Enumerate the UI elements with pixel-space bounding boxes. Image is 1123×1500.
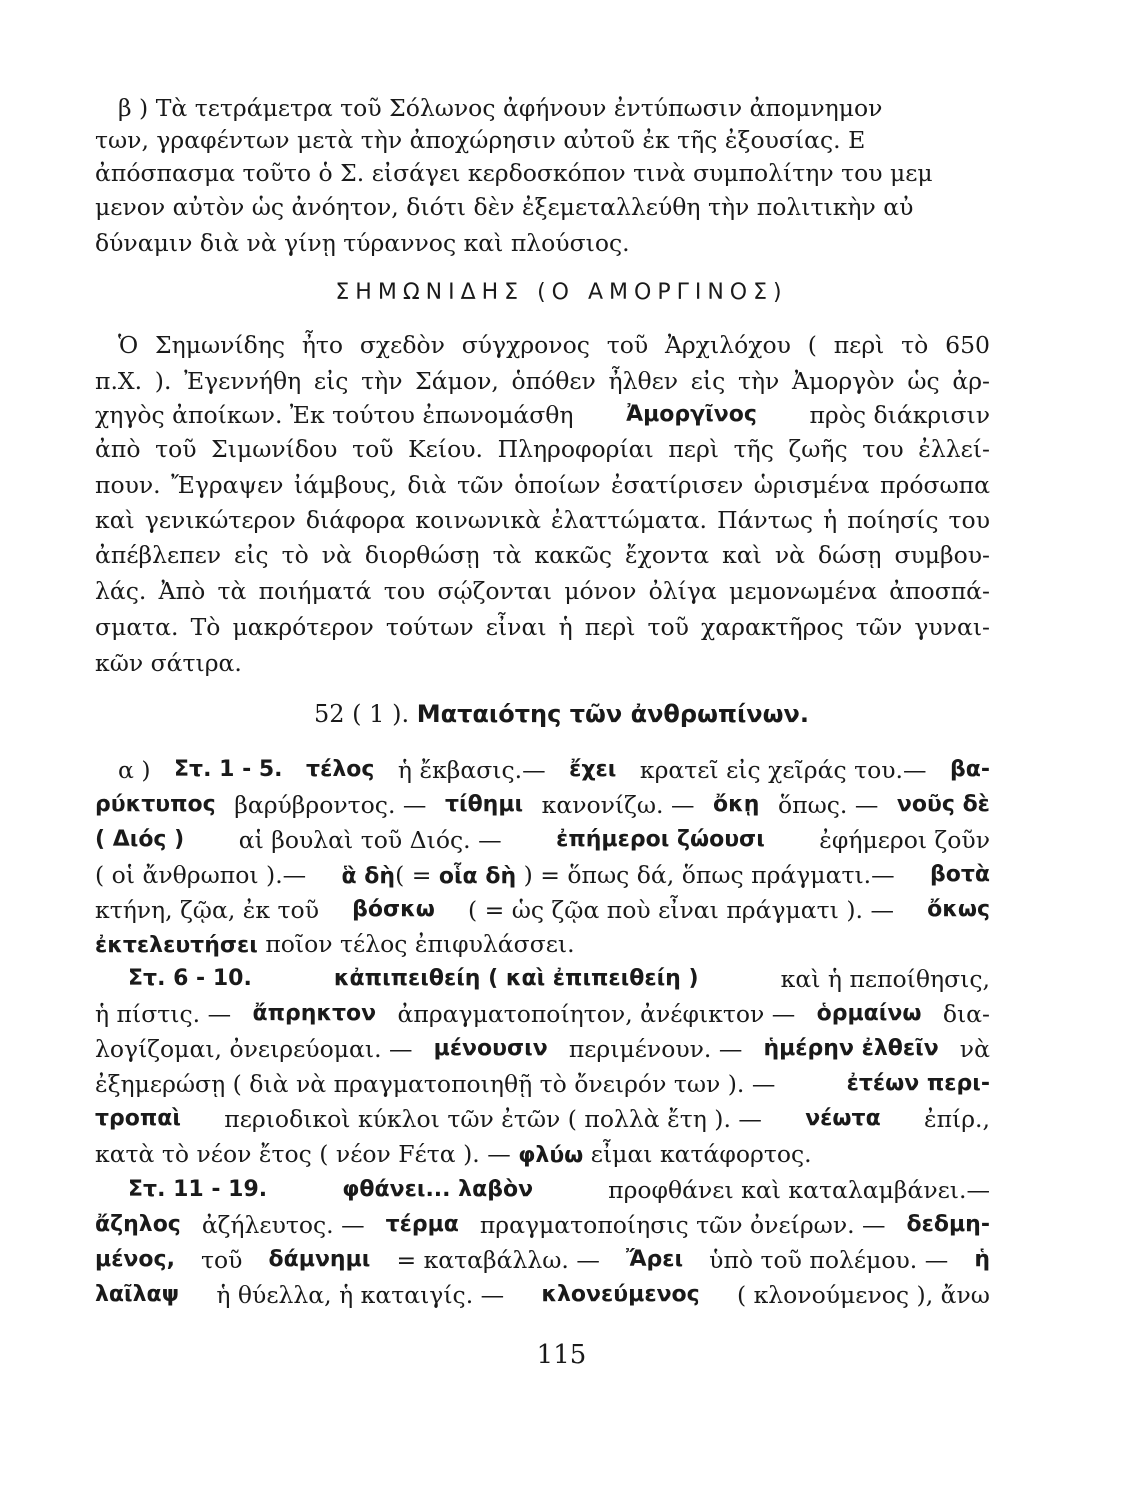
term-oke: ὄκῃ bbox=[713, 792, 760, 817]
paragraph-b-line-5: δύναμιν διὰ νὰ γίνῃ τύραννος καὶ πλούσιος. bbox=[95, 229, 630, 257]
term-menousin: μένουσιν bbox=[433, 1036, 548, 1061]
gloss-opos: ὅπως. — bbox=[778, 791, 879, 819]
term-aprekton: ἄπρηκτον bbox=[252, 1001, 377, 1026]
term-e: ἡ bbox=[974, 1247, 990, 1272]
term-azelos: ἄζηλος bbox=[95, 1212, 181, 1237]
term-ba: βα- bbox=[949, 757, 990, 782]
gloss-equals-open: ( = bbox=[395, 861, 439, 889]
term-lailaps: λαῖλαψ bbox=[95, 1282, 180, 1307]
paragraph-b-line-4: μενον αὐτὸν ὡς ἀνόητον, διότι δὲν ἐξεμεταλλεύθη τὴν πολιτικὴν αὐ bbox=[95, 193, 914, 221]
gloss-voulai: αἱ βουλαὶ τοῦ Διός. — bbox=[238, 826, 502, 854]
note-line-10 bbox=[95, 1069, 990, 1099]
term-oia-de: οἷα δὴ bbox=[438, 864, 517, 889]
term-kapipeitheie: κἀπιπειθείη ( καὶ ἐπιπειθείη ) bbox=[333, 966, 699, 991]
note-line-8 bbox=[95, 999, 990, 1029]
term-a-de: ἃ δὴ bbox=[341, 864, 396, 889]
paragraph-b-line-3: ἀπόσπασμα τοῦτο ὁ Σ. εἰσάγει κερδοσκόπον τινὰ συμπολίτην του μεμ bbox=[95, 159, 933, 187]
intro-line-8: λάς. Ἀπὸ τὰ ποιήματά του σῴζονται μόνον ὀλίγα μεμονωμένα ἀποσπά- bbox=[95, 577, 990, 605]
note-a-label: α ) bbox=[118, 756, 151, 784]
term-damnemi: δάμνημι bbox=[268, 1247, 371, 1272]
paragraph-b-line-1: β ) Τὰ τετράμετρα τοῦ Σόλωνος ἀφήνουν ἐντύπωσιν ἀπομνημον bbox=[118, 94, 883, 122]
term-emeren-elthein: ἡμέρην ἐλθεῖν bbox=[763, 1036, 939, 1061]
term-dedme: δεδμη- bbox=[906, 1212, 990, 1237]
section-title: ΣΗΜΩΝΙΔΗΣ (Ο ΑΜΟΡΓΙΝΟΣ) bbox=[335, 280, 788, 305]
term-terma: τέρμα bbox=[385, 1212, 459, 1237]
gloss-pepoithesis: καὶ ἡ πεποίθησις, bbox=[780, 965, 990, 993]
note-line-15 bbox=[95, 1245, 990, 1275]
gloss-opos-da: ) = ὅπως δά, ὅπως πράγματι.— bbox=[516, 861, 895, 889]
note-line-2 bbox=[95, 790, 990, 820]
gloss-os-zoa: ( = ὡς ζῷα ποὺ εἶναι πράγματι ). — bbox=[467, 896, 894, 924]
note-line-14 bbox=[95, 1210, 990, 1240]
gloss-perimenoun: περιμένουν. — bbox=[568, 1035, 743, 1063]
term-tithemi: τίθημι bbox=[444, 792, 524, 817]
gloss-ktene: κτήνη, ζῷα, ἐκ τοῦ bbox=[95, 896, 319, 924]
term-echei: ἔχει bbox=[569, 757, 617, 782]
note-line-11 bbox=[95, 1104, 990, 1134]
paragraph-b-line-2: των, γραφέντων μετὰ τὴν ἀποχώρησιν αὐτοῦ ἐκ τῆς ἐξουσίας. Ε bbox=[95, 126, 866, 154]
gloss-pragmatopoiesis: πραγματοποίησις τῶν ὀνείρων. — bbox=[479, 1211, 886, 1239]
term-eteon-peri: ἐτέων περι- bbox=[846, 1071, 990, 1096]
intro-line-3-tail: πρὸς διάκρισιν bbox=[809, 401, 990, 429]
term-ektelefthsei: ἐκτελευτήσει bbox=[95, 933, 258, 958]
intro-line-6: καὶ γενικώτερον διάφορα κοινωνικὰ ἐλαττώματα. Πάντως ἡ ποίησίς του bbox=[95, 506, 990, 534]
intro-line-3-text: χηγὸς ἀποίκων. Ἐκ τούτου ἐπωνομάσθη bbox=[95, 401, 574, 429]
note-line-3 bbox=[95, 825, 990, 855]
note-verse-ref-2: Στ. 6 - 10. bbox=[128, 966, 252, 991]
intro-line-5: πουν. Ἔγραψεν ἰάμβους, διὰ τῶν ὁποίων ἐσατίρισεν ὡρισμένα πρόσωπα bbox=[95, 471, 990, 499]
term-dios: ( Διός ) bbox=[95, 827, 185, 852]
poem-title: Ματαιότης τῶν ἀνθρωπίνων. bbox=[416, 700, 809, 728]
gloss-kratei: κρατεῖ εἰς χεῖράς του.— bbox=[639, 756, 927, 784]
gloss-polemou: ὑπὸ τοῦ πολέμου. — bbox=[709, 1246, 949, 1274]
amorginos-term: Ἀμοργῖνος bbox=[626, 402, 757, 427]
gloss-anthropoi: ( οἱ ἄνθρωποι ).— bbox=[95, 861, 307, 889]
note-line-6 bbox=[95, 929, 575, 961]
gloss-neon-etos: κατὰ τὸ νέον ἔτος ( νέον Fέτα ). — bbox=[95, 1140, 511, 1168]
note-line-9 bbox=[95, 1034, 990, 1064]
poem-number: 52 ( 1 ). bbox=[314, 700, 410, 728]
gloss-thyella: ἡ θύελλα, ἡ καταιγίς. — bbox=[216, 1281, 505, 1309]
gloss-varyvrontos: βαρύβροντος. — bbox=[234, 791, 427, 819]
intro-line-2: π.Χ. ). Ἐγεννήθη εἰς τὴν Σάμον, ὁπόθεν ἦλθεν εἰς τὴν Ἀμοργὸν ὡς ἀρ- bbox=[95, 367, 990, 395]
term-bosko: βόσκω bbox=[352, 897, 435, 922]
note-line-12 bbox=[95, 1139, 812, 1171]
page-number: 115 bbox=[536, 1340, 587, 1370]
term-arei: Ἄρει bbox=[625, 1247, 684, 1272]
note-verse-ref-3: Στ. 11 - 19. bbox=[128, 1177, 268, 1202]
term-ormaino: ὁρμαίνω bbox=[816, 1001, 922, 1026]
term-tropai: τροπαὶ bbox=[95, 1106, 181, 1131]
note-line-4 bbox=[95, 860, 990, 892]
gloss-efemeroi: ἐφήμεροι ζοῦν bbox=[819, 826, 990, 854]
term-vota: βοτὰ bbox=[929, 862, 990, 887]
gloss-pistis: ἡ πίστις. — bbox=[95, 1000, 232, 1028]
note-line-1 bbox=[118, 755, 990, 785]
note-line-7 bbox=[128, 964, 990, 994]
intro-line-7: ἀπέβλεπεν εἰς τὸ νὰ διορθώσῃ τὰ κακῶς ἔχοντα καὶ νὰ δώσῃ συμβου- bbox=[95, 541, 990, 569]
gloss-prophthanei: προφθάνει καὶ καταλαμβάνει.— bbox=[608, 1176, 990, 1204]
note-line-13 bbox=[128, 1175, 990, 1205]
term-kloneumenos: κλονεύμενος bbox=[541, 1282, 700, 1307]
gloss-azeleftos: ἀζήλευτος. — bbox=[201, 1211, 365, 1239]
term-menos: μένος, bbox=[95, 1247, 175, 1272]
intro-line-4: ἀπὸ τοῦ Σιμωνίδου τοῦ Κείου. Πληροφορίαι περὶ τῆς ζωῆς του ἐλλεί- bbox=[95, 435, 990, 463]
gloss-apragmatopoieton: ἀπραγματοποίητον, ἀνέφικτον — bbox=[397, 1000, 796, 1028]
gloss-kanonizo: κανονίζω. — bbox=[541, 791, 695, 819]
gloss-katavallo: = καταβάλλω. — bbox=[396, 1246, 600, 1274]
term-phlyo: φλύω bbox=[518, 1143, 584, 1168]
gloss-exemerose: ἐξημερώσῃ ( διὰ νὰ πραγματοποιηθῇ τὸ ὄνειρόν των ). — bbox=[95, 1070, 776, 1098]
gloss-epir: ἐπίρ., bbox=[923, 1105, 990, 1133]
term-telos: τέλος bbox=[306, 757, 375, 782]
term-epemeroi: ἐπήμεροι ζώουσι bbox=[556, 827, 765, 852]
intro-line-10: κῶν σάτιρα. bbox=[95, 649, 242, 677]
intro-line-3 bbox=[95, 400, 990, 430]
gloss-kataphortos: εἶμαι κατάφορτος. bbox=[590, 1140, 812, 1168]
intro-line-1: Ὁ Σημωνίδης ἦτο σχεδὸν σύγχρονος τοῦ Ἀρχιλόχου ( περὶ τὸ 650 bbox=[118, 331, 990, 359]
gloss-ekbasis: ἡ ἔκβασις.— bbox=[397, 756, 546, 784]
poem-heading bbox=[0, 700, 1123, 728]
gloss-periodikoi: περιοδικοὶ κύκλοι τῶν ἐτῶν ( πολλὰ ἔτη ). — bbox=[224, 1105, 762, 1133]
term-okos: ὄκως bbox=[927, 897, 990, 922]
term-neota: νέωτα bbox=[805, 1106, 881, 1131]
gloss-tou: τοῦ bbox=[201, 1246, 243, 1274]
gloss-poion-telos: ποῖον τέλος ἐπιφυλάσσει. bbox=[265, 930, 575, 958]
intro-line-9: σματα. Τὸ μακρότερον τούτων εἶναι ἡ περὶ τοῦ χαρακτῆρος τῶν γυναι- bbox=[95, 613, 990, 641]
note-verse-ref: Στ. 1 - 5. bbox=[174, 757, 283, 782]
gloss-logizomai: λογίζομαι, ὀνειρεύομαι. — bbox=[95, 1035, 413, 1063]
note-line-16 bbox=[95, 1280, 990, 1310]
gloss-klonoumenos: ( κλονούμενος ), ἄνω bbox=[736, 1281, 990, 1309]
term-phthanei-labon: φθάνει... λαβὸν bbox=[342, 1177, 534, 1202]
note-line-5 bbox=[95, 895, 990, 925]
gloss-dia: δια- bbox=[942, 1000, 990, 1028]
term-ryktypos: ρύκτυπος bbox=[95, 792, 216, 817]
term-nous-de: νοῦς δὲ bbox=[896, 792, 990, 817]
gloss-na: νὰ bbox=[959, 1035, 990, 1063]
